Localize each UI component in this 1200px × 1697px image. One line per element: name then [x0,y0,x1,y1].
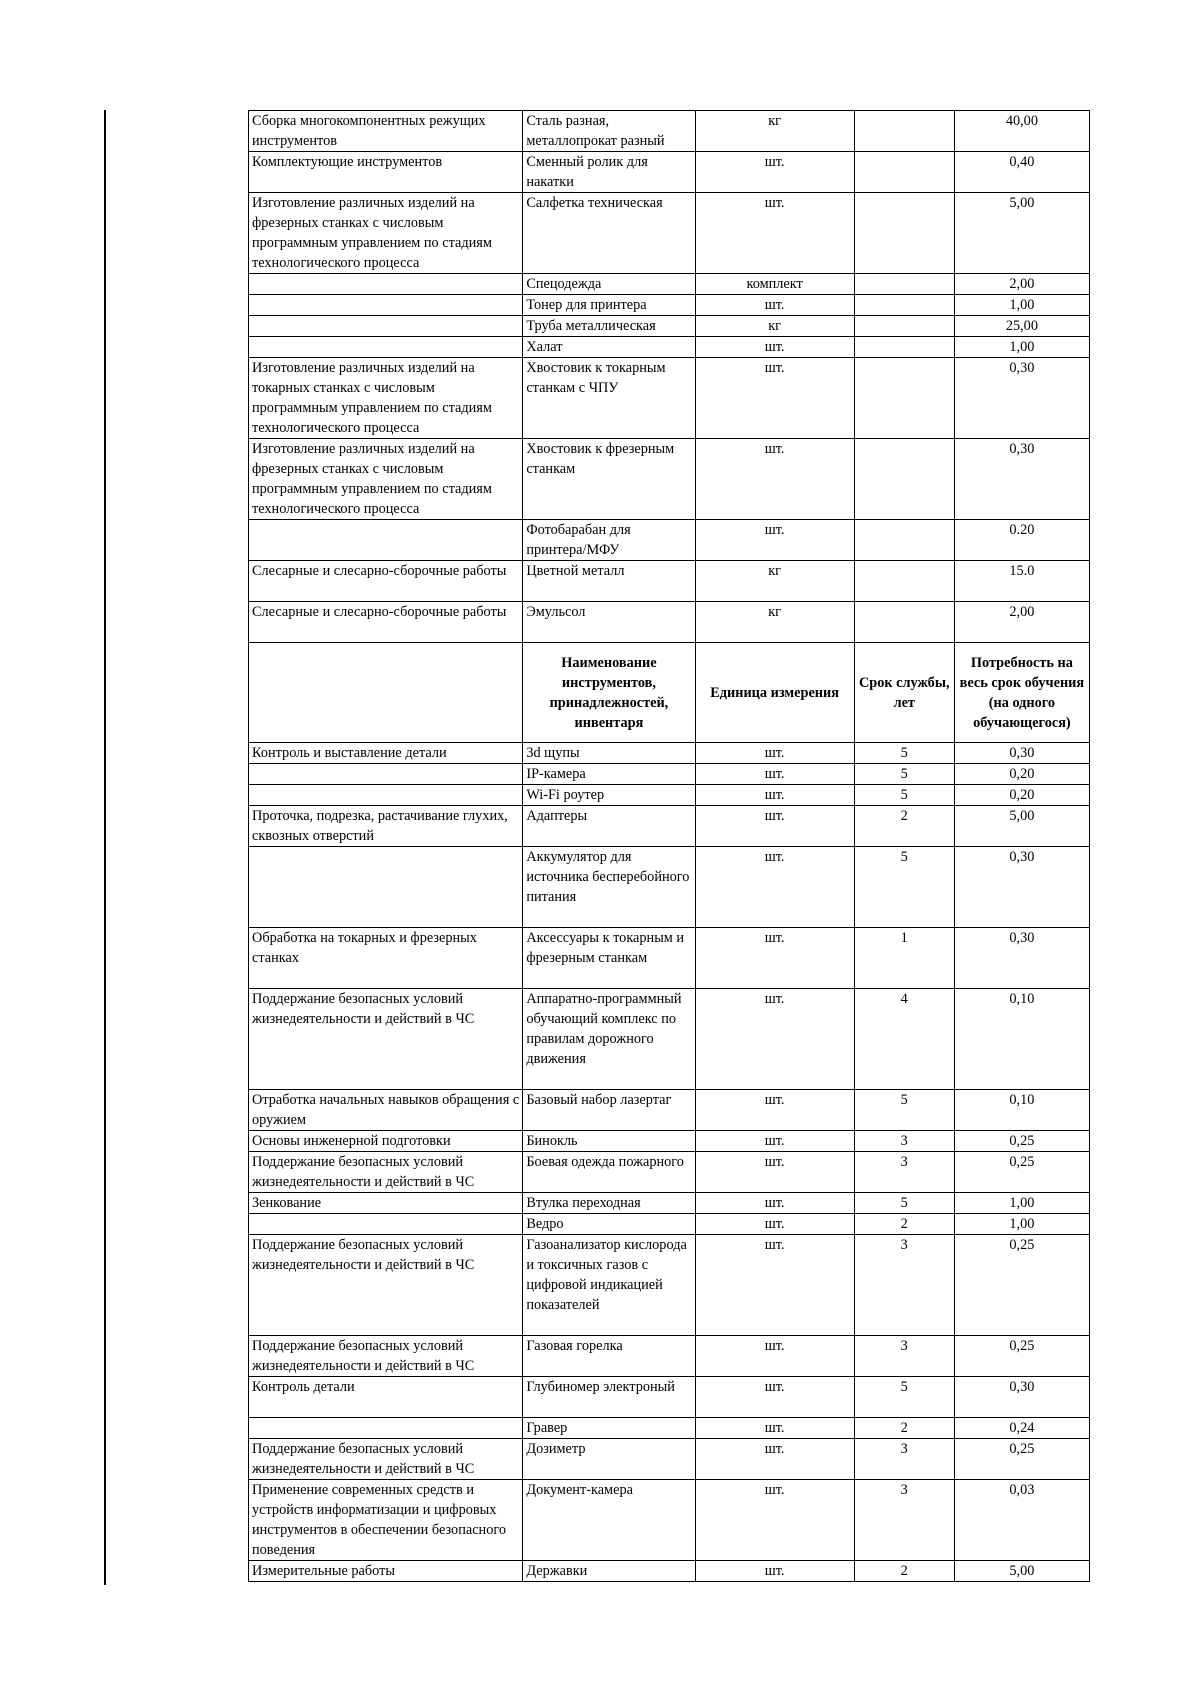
task-cell [249,1214,523,1235]
need-cell: 2,00 [954,274,1089,295]
term-cell: 5 [854,785,954,806]
left-margin-rule [104,110,106,1585]
table-row [249,111,1090,152]
need-cell: 40,00 [954,111,1089,152]
term-cell [854,561,954,602]
task-cell: Поддержание безопасных условий жизнедеятельности и действий в ЧС [249,1336,523,1377]
need-cell: 0,24 [954,1418,1089,1439]
task-cell: Поддержание безопасных условий жизнедеятельности и действий в ЧС [249,989,523,1090]
table-row [249,1439,1090,1480]
unit-cell: шт. [695,1214,854,1235]
unit-cell: шт. [695,439,854,520]
term-cell: 3 [854,1235,954,1336]
task-cell [249,520,523,561]
unit-cell: комплект [695,274,854,295]
task-cell: Контроль детали [249,1377,523,1418]
table-row [249,1561,1090,1582]
header-item: Наименование инструментов, принадлежностей, инвентаря [523,643,695,743]
table-row [249,1193,1090,1214]
table-header-row [249,643,1090,743]
task-cell: Комплектующие инструментов [249,152,523,193]
item-cell: Эмульсол [523,602,695,643]
item-cell: Сталь разная, металлопрокат разный [523,111,695,152]
need-cell: 5,00 [954,1561,1089,1582]
task-cell [249,764,523,785]
term-cell [854,358,954,439]
table-row [249,1480,1090,1561]
table-row [249,1131,1090,1152]
task-cell: Контроль и выставление детали [249,743,523,764]
task-cell [249,295,523,316]
need-cell: 0,40 [954,152,1089,193]
term-cell [854,439,954,520]
task-cell: Слесарные и слесарно-сборочные работы [249,561,523,602]
task-cell: Измерительные работы [249,1561,523,1582]
table-row [249,1235,1090,1336]
item-cell: Хвостовик к токарным станкам с ЧПУ [523,358,695,439]
table-row [249,358,1090,439]
table-row [249,1152,1090,1193]
term-cell [854,316,954,337]
unit-cell: шт. [695,1090,854,1131]
need-cell: 0,25 [954,1152,1089,1193]
item-cell: Аппаратно-программный обучающий комплекс по правилам дорожного движения [523,989,695,1090]
need-cell: 1,00 [954,295,1089,316]
item-cell: Халат [523,337,695,358]
need-cell: 1,00 [954,1193,1089,1214]
item-cell: Газовая горелка [523,1336,695,1377]
need-cell: 5,00 [954,193,1089,274]
term-cell [854,274,954,295]
need-cell: 2,00 [954,602,1089,643]
unit-cell: шт. [695,337,854,358]
need-cell: 0,10 [954,989,1089,1090]
need-cell: 0,30 [954,439,1089,520]
item-cell: Адаптеры [523,806,695,847]
task-cell: Поддержание безопасных условий жизнедеятельности и действий в ЧС [249,1439,523,1480]
need-cell: 1,00 [954,337,1089,358]
header-term: Срок службы, лет [854,643,954,743]
term-cell: 2 [854,806,954,847]
item-cell: Цветной металл [523,561,695,602]
unit-cell: кг [695,111,854,152]
need-cell: 0,30 [954,358,1089,439]
term-cell: 5 [854,764,954,785]
task-cell: Поддержание безопасных условий жизнедеятельности и действий в ЧС [249,1152,523,1193]
task-cell: Основы инженерной подготовки [249,1131,523,1152]
unit-cell: шт. [695,1439,854,1480]
need-cell: 5,00 [954,806,1089,847]
need-cell: 0,30 [954,1377,1089,1418]
task-cell: Поддержание безопасных условий жизнедеятельности и действий в ЧС [249,1235,523,1336]
header-cell-empty [249,643,523,743]
task-cell [249,785,523,806]
item-cell: Глубиномер электроный [523,1377,695,1418]
task-cell: Изготовление различных изделий на фрезерных станках с числовым программным управлением по стадиям технологического процесса [249,439,523,520]
equipment-table [248,110,1090,1582]
item-cell: Хвостовик к фрезерным станкам [523,439,695,520]
task-cell: Изготовление различных изделий на токарных станках с числовым программным управлением по стадиям технологического процесса [249,358,523,439]
need-cell: 1,00 [954,1214,1089,1235]
unit-cell: шт. [695,295,854,316]
item-cell: Гравер [523,1418,695,1439]
item-cell: Труба металлическая [523,316,695,337]
table-row [249,1336,1090,1377]
item-cell: Бинокль [523,1131,695,1152]
need-cell: 0,25 [954,1235,1089,1336]
unit-cell: шт. [695,1336,854,1377]
unit-cell: шт. [695,1561,854,1582]
item-cell: Сменный ролик для накатки [523,152,695,193]
unit-cell: шт. [695,193,854,274]
need-cell: 0,25 [954,1336,1089,1377]
item-cell: Спецодежда [523,274,695,295]
unit-cell: шт. [695,1152,854,1193]
table-row [249,989,1090,1090]
task-cell: Зенкование [249,1193,523,1214]
term-cell: 2 [854,1214,954,1235]
unit-cell: шт. [695,358,854,439]
unit-cell: шт. [695,1480,854,1561]
unit-cell: шт. [695,764,854,785]
item-cell: Wi-Fi роутер [523,785,695,806]
term-cell: 5 [854,1193,954,1214]
item-cell: Аккумулятор для источника бесперебойного питания [523,847,695,928]
header-unit: Единица измерения [695,643,854,743]
task-cell: Изготовление различных изделий на фрезерных станках с числовым программным управлением по стадиям технологического процесса [249,193,523,274]
item-cell: Аксессуары к токарным и фрезерным станкам [523,928,695,989]
item-cell: Документ-камера [523,1480,695,1561]
term-cell: 3 [854,1439,954,1480]
term-cell [854,295,954,316]
unit-cell: кг [695,316,854,337]
item-cell: 3d щупы [523,743,695,764]
unit-cell: шт. [695,785,854,806]
item-cell: Ведро [523,1214,695,1235]
term-cell: 3 [854,1152,954,1193]
unit-cell: кг [695,561,854,602]
task-cell [249,274,523,295]
term-cell: 5 [854,847,954,928]
term-cell: 3 [854,1480,954,1561]
task-cell: Отработка начальных навыков обращения с оружием [249,1090,523,1131]
unit-cell: шт. [695,1418,854,1439]
term-cell [854,602,954,643]
need-cell: 0,30 [954,928,1089,989]
unit-cell: шт. [695,847,854,928]
unit-cell: кг [695,602,854,643]
table-row [249,1214,1090,1235]
need-cell: 0,03 [954,1480,1089,1561]
table-row [249,1090,1090,1131]
task-cell [249,337,523,358]
unit-cell: шт. [695,520,854,561]
task-cell: Проточка, подрезка, растачивание глухих, сквозных отверстий [249,806,523,847]
task-cell: Сборка многокомпонентных режущих инструментов [249,111,523,152]
table-row [249,785,1090,806]
table-row [249,274,1090,295]
table-row [249,193,1090,274]
term-cell [854,337,954,358]
need-cell: 0,20 [954,785,1089,806]
item-cell: Дозиметр [523,1439,695,1480]
unit-cell: шт. [695,1235,854,1336]
need-cell: 0,10 [954,1090,1089,1131]
table-row [249,847,1090,928]
task-cell [249,1418,523,1439]
table-row [249,439,1090,520]
item-cell: IP-камера [523,764,695,785]
table-row [249,928,1090,989]
unit-cell: шт. [695,1131,854,1152]
table-row [249,602,1090,643]
unit-cell: шт. [695,1377,854,1418]
term-cell: 2 [854,1561,954,1582]
unit-cell: шт. [695,1193,854,1214]
table-row [249,1418,1090,1439]
header-need: Потребность на весь срок обучения (на одного обучающегося) [954,643,1089,743]
item-cell: Тонер для принтера [523,295,695,316]
task-cell [249,847,523,928]
term-cell: 5 [854,743,954,764]
need-cell: 0,25 [954,1439,1089,1480]
unit-cell: шт. [695,152,854,193]
item-cell: Втулка переходная [523,1193,695,1214]
table-row [249,743,1090,764]
table-row [249,806,1090,847]
task-cell: Слесарные и слесарно-сборочные работы [249,602,523,643]
need-cell: 0,30 [954,743,1089,764]
table-row [249,561,1090,602]
table-row [249,316,1090,337]
item-cell: Боевая одежда пожарного [523,1152,695,1193]
term-cell [854,111,954,152]
need-cell: 0,20 [954,764,1089,785]
table-row [249,337,1090,358]
item-cell: Базовый набор лазертаг [523,1090,695,1131]
item-cell: Державки [523,1561,695,1582]
need-cell: 25,00 [954,316,1089,337]
unit-cell: шт. [695,989,854,1090]
term-cell: 3 [854,1336,954,1377]
table-row [249,520,1090,561]
unit-cell: шт. [695,743,854,764]
item-cell: Салфетка техническая [523,193,695,274]
term-cell: 1 [854,928,954,989]
task-cell [249,316,523,337]
term-cell [854,520,954,561]
need-cell: 0,30 [954,847,1089,928]
term-cell: 2 [854,1418,954,1439]
need-cell: 0,25 [954,1131,1089,1152]
term-cell [854,152,954,193]
need-cell: 0.20 [954,520,1089,561]
term-cell: 5 [854,1377,954,1418]
task-cell: Применение современных средств и устройств информатизации и цифровых инструментов в обеспечении безопасного поведения [249,1480,523,1561]
item-cell: Фотобарабан для принтера/МФУ [523,520,695,561]
table-row [249,1377,1090,1418]
unit-cell: шт. [695,806,854,847]
item-cell: Газоанализатор кислорода и токсичных газов с цифровой индикацией показателей [523,1235,695,1336]
term-cell: 5 [854,1090,954,1131]
table-row [249,764,1090,785]
term-cell: 3 [854,1131,954,1152]
table-row [249,295,1090,316]
need-cell: 15.0 [954,561,1089,602]
task-cell: Обработка на токарных и фрезерных станках [249,928,523,989]
term-cell [854,193,954,274]
table-row [249,152,1090,193]
term-cell: 4 [854,989,954,1090]
unit-cell: шт. [695,928,854,989]
